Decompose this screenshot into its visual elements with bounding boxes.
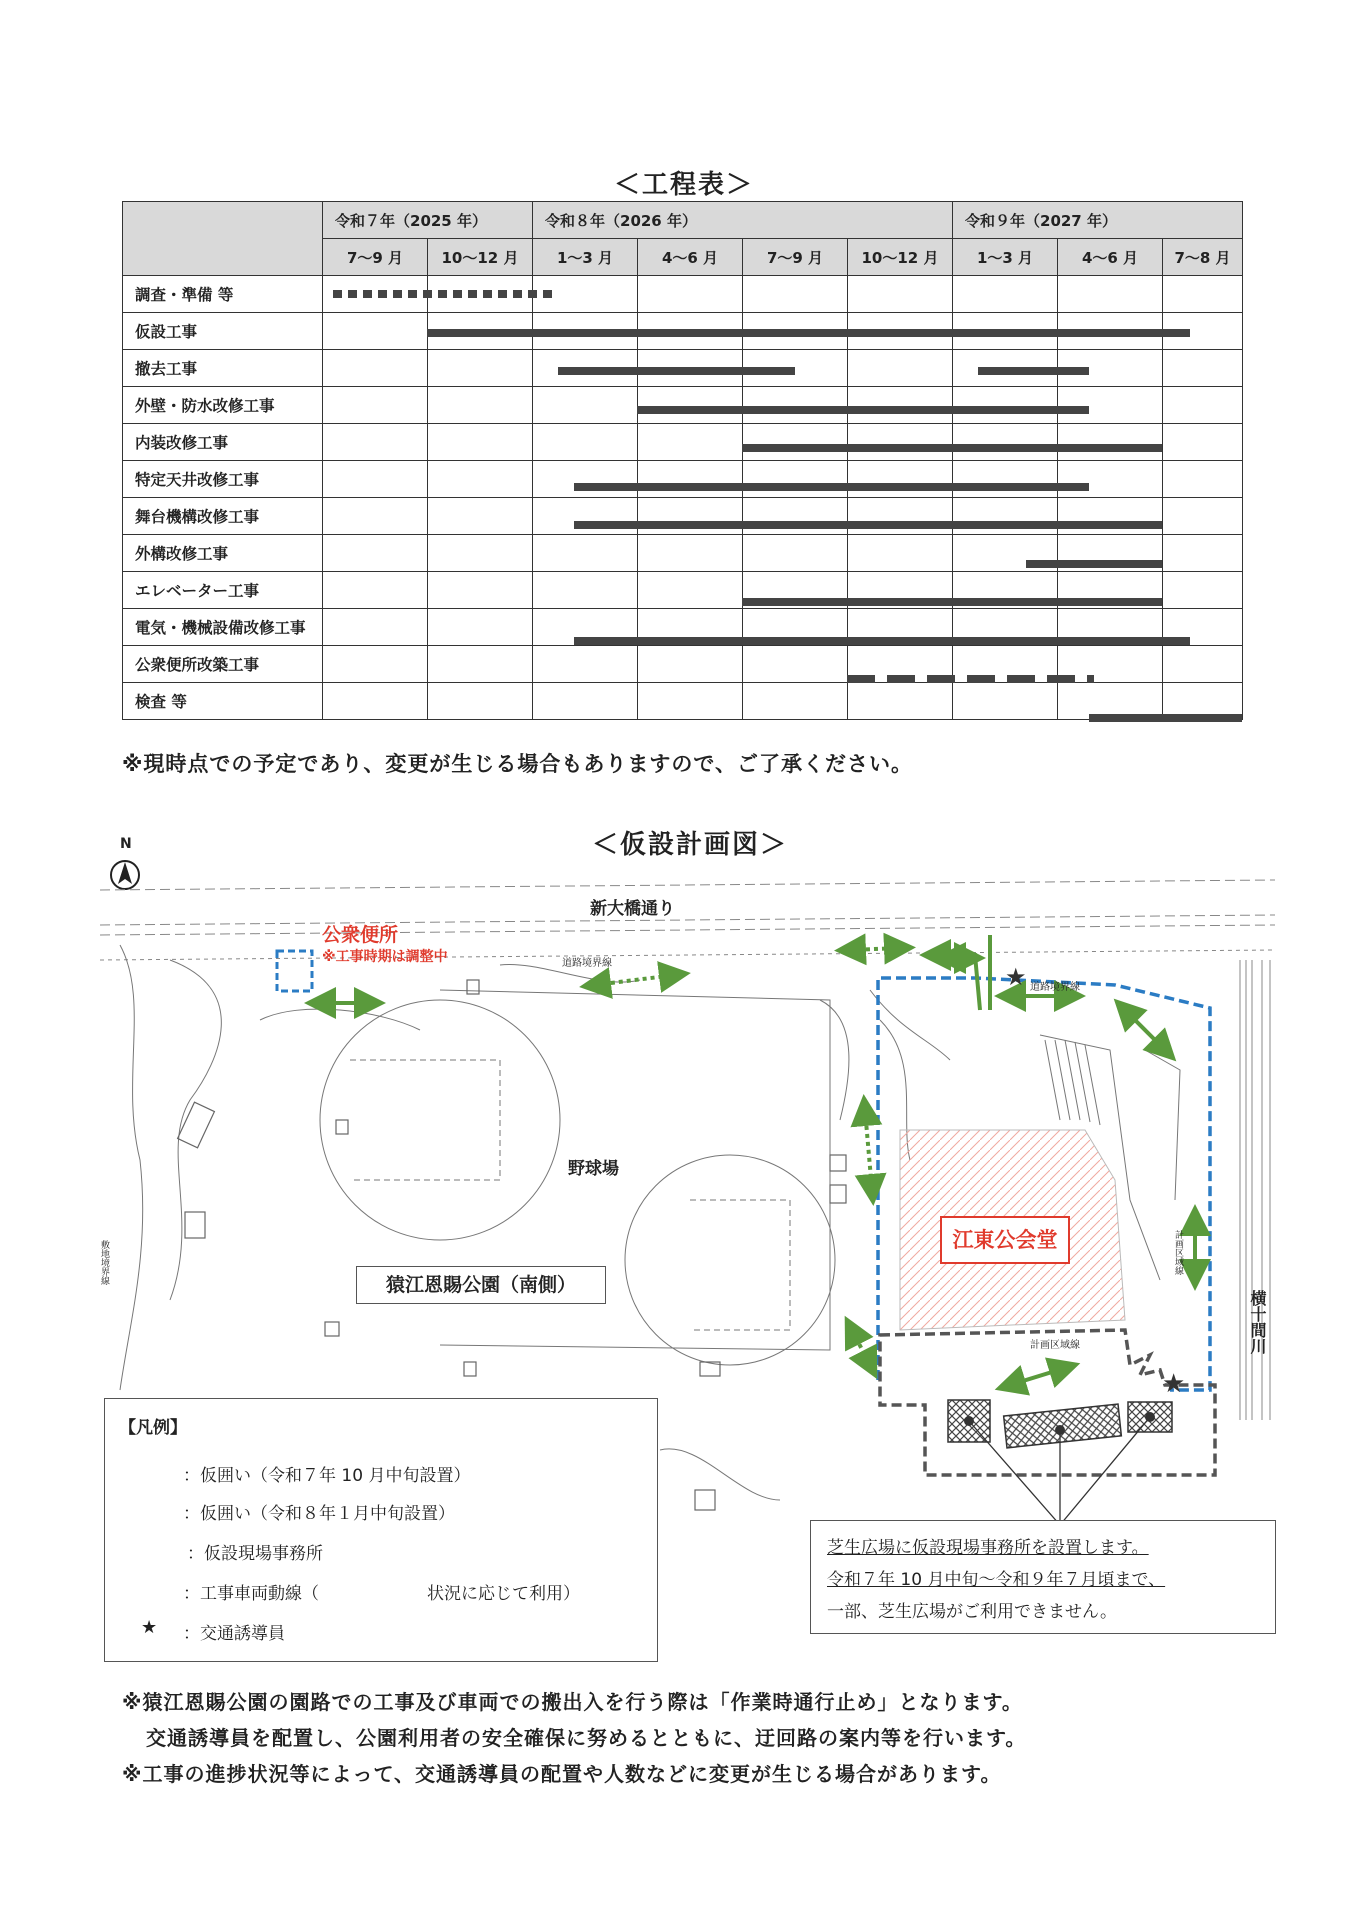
task-cell [428,387,533,424]
gantt-bar [1089,714,1243,722]
legend-title: 【凡例】 [119,1418,187,1438]
task-name: 内装改修工事 [123,424,323,461]
gantt-bar [637,406,1089,414]
task-cell [1163,572,1243,609]
park-name-label: 猿江恩賜公園（南側） [356,1266,606,1304]
task-cell [953,424,1058,461]
task-cell [743,646,848,683]
footer-note-2: 交通誘導員を配置し、公園利用者の安全確保に努めるとともに、迂回路の案内等を行います。 [146,1726,1027,1750]
task-cell [848,424,953,461]
task-name: 検査 等 [123,683,323,720]
task-cell [743,461,848,498]
road-boundary-label: 道路境界線 [562,958,612,969]
period-7: 4～6 月 [1058,239,1163,276]
task-cell [638,276,743,313]
footer-note-3: ※工事の進捗状況等によって、交通誘導員の配置や人数などに変更が生じる場合があります。 [122,1762,1002,1786]
gantt-bar [1026,560,1163,568]
task-cell [848,276,953,313]
task-cell [428,535,533,572]
task-cell [638,646,743,683]
task-name: 電気・機械設備改修工事 [123,609,323,646]
baseball-label: 野球場 [568,1159,619,1179]
task-cell [1058,424,1163,461]
task-cell [848,683,953,720]
task-cell [323,461,428,498]
task-cell [428,461,533,498]
hall-label: 江東公会堂 [940,1216,1070,1264]
task-row [123,683,1243,720]
site-boundary-label: 敷地境界線 [99,1240,109,1285]
period-3: 4～6 月 [638,239,743,276]
gantt-bar [574,483,1089,491]
legend-vehicle-route: ：工事車両動線（ [183,1584,319,1604]
gantt-bar [427,329,1190,337]
period-5: 10～12 月 [848,239,953,276]
street-label: 新大橋通り [590,899,675,919]
task-cell [428,350,533,387]
legend-box [104,1398,658,1662]
task-cell [323,424,428,461]
guide-star-1-icon: ★ [1005,963,1027,991]
info-line-1: 芝生広場に仮設現場事務所を設置します。 [827,1538,1149,1558]
task-cell [1058,276,1163,313]
task-cell [953,276,1058,313]
legend-star-icon: ★ [141,1617,158,1638]
north-label: N [120,836,132,852]
plan-title: ＜仮設計画図＞ [592,830,789,860]
task-name: 外構改修工事 [123,535,323,572]
schedule-note: ※現時点での予定であり、変更が生じる場合もありますので、ご了承ください。 [122,752,913,776]
period-6: 1～3 月 [953,239,1058,276]
toilet-note: ※工事時期は調整中 [322,949,448,965]
task-name: 舞台機構改修工事 [123,498,323,535]
period-0: 7～9 月 [323,239,428,276]
gantt-bar [978,367,1088,375]
task-cell [323,387,428,424]
task-cell [323,683,428,720]
task-cell [533,646,638,683]
task-cell [533,424,638,461]
task-name: 調査・準備 等 [123,276,323,313]
north-arrow-icon [111,861,139,889]
year-2025: 令和７年（2025 年） [323,202,533,239]
gantt-bar [574,521,1162,529]
legend-blue-fence: ：仮囲い（令和８年１月中旬設置） [183,1504,455,1524]
vehicle-route-main [935,935,990,1010]
task-cell [428,424,533,461]
year-2027: 令和９年（2027 年） [953,202,1243,239]
task-cell [323,350,428,387]
task-cell [638,535,743,572]
task-cell [638,461,743,498]
period-2: 1～3 月 [533,239,638,276]
plan-line-label-vertical: 計画区域線 [1173,1230,1183,1275]
task-row [123,276,1243,313]
gantt-bar [574,637,1190,645]
task-cell [323,572,428,609]
gantt-bar [847,675,1094,683]
road-boundary-label-2: 道路境界線 [1030,982,1080,993]
task-cell [533,461,638,498]
header-blank [123,202,323,276]
task-cell [953,683,1058,720]
task-cell [533,535,638,572]
task-cell [638,424,743,461]
task-cell [848,350,953,387]
legend-site-office: ：仮設現場事務所 [187,1544,323,1564]
task-cell [323,498,428,535]
task-cell [1058,461,1163,498]
task-cell [323,313,428,350]
task-cell [743,535,848,572]
task-cell [1163,276,1243,313]
toilet-label: 公衆便所 [322,924,399,946]
task-cell [533,387,638,424]
task-cell [743,276,848,313]
legend-guide: ：交通誘導員 [183,1624,285,1644]
year-2026: 令和８年（2026 年） [533,202,953,239]
task-cell [638,683,743,720]
gantt-bar [742,598,1162,606]
period-4: 7～9 月 [743,239,848,276]
info-line-3: 一部、芝生広場がご利用できません。 [827,1602,1118,1622]
task-name: 仮設工事 [123,313,323,350]
task-cell [1163,424,1243,461]
task-name: 特定天井改修工事 [123,461,323,498]
task-cell [953,461,1058,498]
guide-star-2-icon: ★ [1162,1369,1186,1399]
task-cell [323,609,428,646]
legend-gray-fence: ：仮囲い（令和７年 10 月中旬設置） [183,1466,471,1486]
task-row [123,424,1243,461]
plan-line-label: 計画区域線 [1030,1340,1080,1351]
task-row [123,461,1243,498]
gantt-bar [558,367,794,375]
task-cell [638,572,743,609]
task-cell [323,535,428,572]
gantt-bar [742,444,1162,452]
task-name: 公衆便所改築工事 [123,646,323,683]
info-box [810,1520,1276,1634]
task-name: エレベーター工事 [123,572,323,609]
gantt-bar [333,290,559,298]
task-name: 撤去工事 [123,350,323,387]
task-cell [1163,646,1243,683]
task-cell [743,424,848,461]
task-cell [1163,350,1243,387]
schedule-title: ＜工程表＞ [614,170,755,200]
period-8: 7～8 月 [1163,239,1243,276]
river-label: 横十間川 [1248,1290,1267,1354]
period-1: 10～12 月 [428,239,533,276]
footer-note-1: ※猿江恩賜公園の園路での工事及び車両での搬出入を行う際は「作業時通行止め」となります。 [122,1690,1023,1714]
info-line-2: 令和７年 10 月中旬～令和９年７月頃まで、 [827,1570,1166,1590]
task-cell [1163,535,1243,572]
task-cell [533,683,638,720]
toilet-fence [277,951,312,991]
task-cell [848,535,953,572]
office-pointer-lines [969,1417,1150,1525]
task-cell [1163,498,1243,535]
task-cell [1163,461,1243,498]
task-cell [1163,387,1243,424]
task-cell [428,498,533,535]
task-name: 外壁・防水改修工事 [123,387,323,424]
task-cell [428,572,533,609]
task-cell [428,683,533,720]
street-lines [100,880,1275,960]
task-cell [848,461,953,498]
legend-vehicle-route-extra: 状況に応じて利用） [427,1584,580,1604]
task-cell [743,683,848,720]
task-cell [428,646,533,683]
task-cell [533,572,638,609]
task-cell [428,609,533,646]
task-cell [323,646,428,683]
